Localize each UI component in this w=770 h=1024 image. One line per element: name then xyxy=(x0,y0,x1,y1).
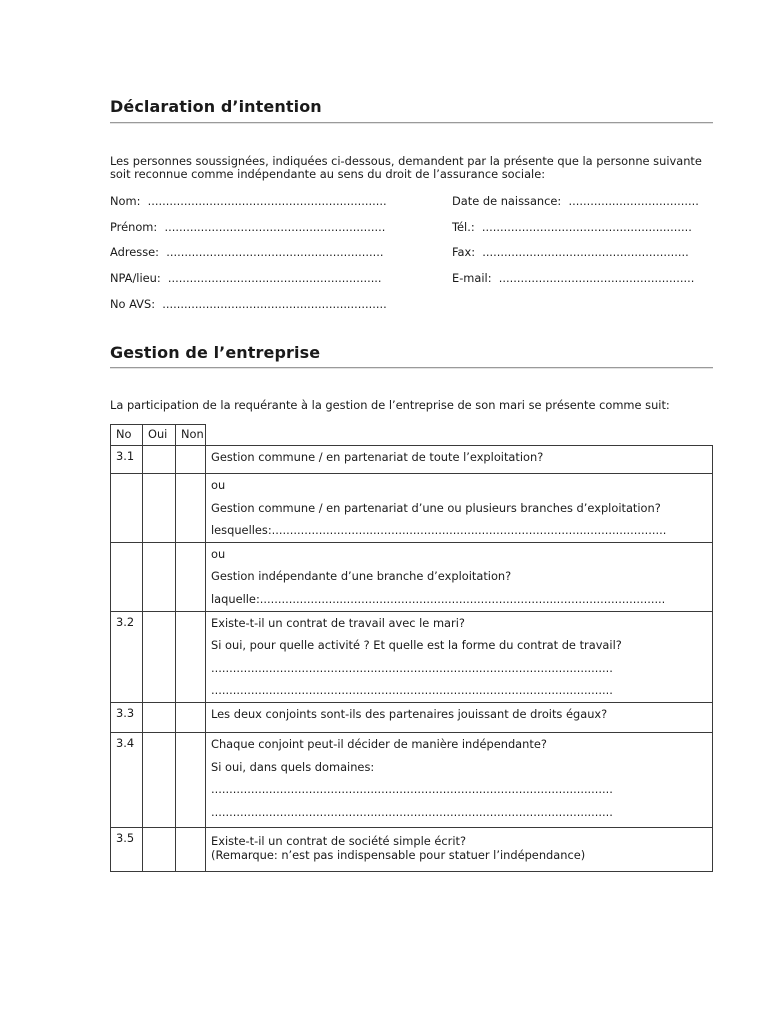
question-cell: Existe-t-il un contrat de société simple écrit? (Remarque: n’est pas indispensable pour statuer l’indépendance) xyxy=(206,827,713,871)
checkbox-non[interactable] xyxy=(176,827,206,871)
checkbox-non[interactable] xyxy=(176,542,206,611)
table-row xyxy=(111,542,713,611)
section-title-declaration: Déclaration d’intention xyxy=(110,97,322,116)
row-number: 3.5 xyxy=(111,827,143,871)
section-title-gestion: Gestion de l’entreprise xyxy=(110,343,321,362)
table-row xyxy=(111,702,713,732)
field-fax[interactable]: Fax: ......................................................... xyxy=(452,245,689,259)
row-number: 3.3 xyxy=(111,702,143,732)
question-cell: Chaque conjoint peut-il décider de manière indépendante? Si oui, dans quels domaines: ............................................................................................................... ............................................................................................................... xyxy=(206,732,713,827)
answer-line[interactable]: ............................................................................................................... xyxy=(211,782,613,797)
checkbox-oui[interactable] xyxy=(143,611,176,702)
checkbox-oui[interactable] xyxy=(143,702,176,732)
field-npa-lieu[interactable]: NPA/lieu: ........................................................... xyxy=(110,271,382,285)
checkbox-non[interactable] xyxy=(176,732,206,827)
table-row xyxy=(111,827,713,871)
field-tel[interactable]: Tél.: .......................................................... xyxy=(452,220,692,234)
answer-line[interactable]: ............................................................................................................... xyxy=(211,804,613,819)
answer-line[interactable]: ............................................................................................................... xyxy=(211,683,613,698)
checkbox-oui[interactable] xyxy=(143,474,176,543)
checkbox-non[interactable] xyxy=(176,702,206,732)
header-oui: Oui xyxy=(143,425,176,446)
intro-text-line-2: soit reconnue comme indépendante au sens du droit de l’assurance sociale: xyxy=(110,167,546,181)
field-email[interactable]: E-mail: ...................................................... xyxy=(452,271,695,285)
question-cell: ou Gestion indépendante d’une branche d’exploitation? laquelle:................................................................................................................ xyxy=(206,542,713,611)
answer-laquelle[interactable]: laquelle:................................................................................................................ xyxy=(211,591,666,606)
title-rule xyxy=(110,122,713,124)
table-row xyxy=(111,611,713,702)
question-cell: Les deux conjoints sont-ils des partenaires jouissant de droits égaux? xyxy=(206,702,713,732)
title-rule xyxy=(110,367,713,369)
gestion-table xyxy=(110,424,713,872)
question-cell: ou Gestion commune / en partenariat d’une ou plusieurs branches d’exploitation? lesquelles:............................................................................................................. xyxy=(206,474,713,543)
checkbox-non[interactable] xyxy=(176,611,206,702)
header-no: No xyxy=(111,425,143,446)
checkbox-non[interactable] xyxy=(176,446,206,474)
table-row xyxy=(111,446,713,474)
table-row xyxy=(111,474,713,543)
answer-lesquelles[interactable]: lesquelles:............................................................................................................. xyxy=(211,523,667,538)
gestion-intro-text: La participation de la requérante à la gestion de l’entreprise de son mari se présente comme suit: xyxy=(110,398,670,412)
field-nom[interactable]: Nom: .................................................................. xyxy=(110,194,387,208)
checkbox-non[interactable] xyxy=(176,474,206,543)
answer-line[interactable]: ............................................................................................................... xyxy=(211,660,613,675)
field-adresse[interactable]: Adresse: ............................................................ xyxy=(110,245,384,259)
field-prenom[interactable]: Prénom: ............................................................. xyxy=(110,220,386,234)
checkbox-oui[interactable] xyxy=(143,446,176,474)
header-non: Non xyxy=(176,425,206,446)
checkbox-oui[interactable] xyxy=(143,827,176,871)
table-row xyxy=(111,732,713,827)
checkbox-oui[interactable] xyxy=(143,732,176,827)
row-number: 3.1 xyxy=(111,446,143,474)
intro-text-line-1: Les personnes soussignées, indiquées ci-dessous, demandent par la présente que la personne suivante xyxy=(110,154,702,168)
question-cell: Existe-t-il un contrat de travail avec le mari? Si oui, pour quelle activité ? Et quelle est la forme du contrat de travail? ............................................................................................................... ............................................................................................................... xyxy=(206,611,713,702)
table-header-row xyxy=(111,425,713,446)
row-number: 3.2 xyxy=(111,611,143,702)
field-date-naissance[interactable]: Date de naissance: .................................... xyxy=(452,194,699,208)
row-number: 3.4 xyxy=(111,732,143,827)
field-no-avs[interactable]: No AVS: .............................................................. xyxy=(110,297,387,311)
question-cell: Gestion commune / en partenariat de toute l’exploitation? xyxy=(206,446,713,474)
checkbox-oui[interactable] xyxy=(143,542,176,611)
